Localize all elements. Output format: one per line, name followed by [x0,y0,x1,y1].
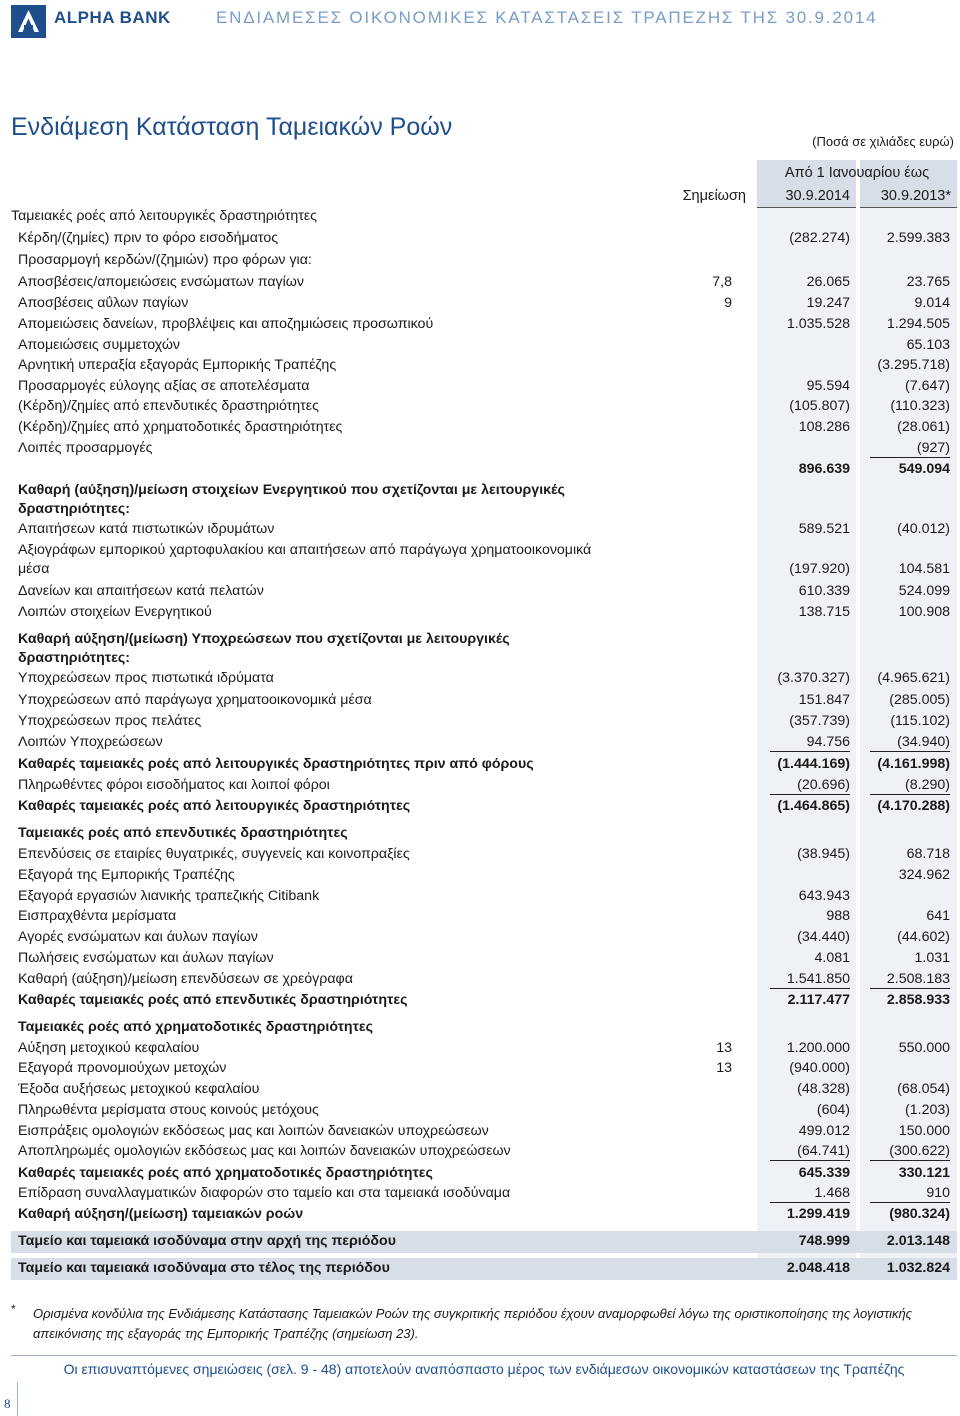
row-label: Αρνητική υπεραξία εξαγοράς Εμπορικής Τραπέζης [18,357,337,373]
row-value-2013: 641 [926,908,950,924]
document-header-title: ΕΝΔΙΑΜΕΣΕΣ ΟΙΚΟΝΟΜΙΚΕΣ ΚΑΤΑΣΤΑΣΕΙΣ ΤΡΑΠΕΖΗΣ ΤΗΣ 30.9.2014 [216,8,878,27]
row-label: Ταμείο και ταμειακά ισοδύναμα στην αρχή της περιόδου [18,1233,396,1249]
row-value-2013: 2.013.148 [886,1233,950,1249]
row-label: Καθαρές ταμειακές ροές από χρηματοδοτικές δραστηριότητες [18,1165,433,1181]
row-value-2013 [858,734,950,752]
row-value-2013: 2.858.933 [886,992,950,1008]
row-value-2014: 19.247 [806,295,850,311]
row-label: Εισπραχθέντα μερίσματα [18,908,177,924]
row-label: (Κέρδη)/ζημίες από χρηματοδοτικές δραστηριότητες [18,419,343,435]
period-heading: Από 1 Ιανουαρίου έως [784,165,930,181]
row-value-2013: (115.102) [890,713,950,729]
date-column-heading-2013: 30.9.2013* [880,188,951,204]
row-note: 9 [724,295,732,311]
row-label: Καθαρή (αύξηση)/μείωση επενδύσεων σε χρεόγραφα [18,971,353,987]
row-label: μέσα [18,561,50,577]
row-label: Επενδύσεις σε εταιρίες θυγατρικές, συγγενείς και κοινοπραξίες [18,846,410,862]
row-label: Απομειώσεις συμμετοχών [18,337,181,353]
row-value-2013-value: (34.940) [870,734,950,752]
row-label: Εξαγορά προνομιούχων μετοχών [18,1060,227,1076]
row-label: Πωλήσεις ενσώματων και άυλων παγίων [18,950,274,966]
row-value-2013: (4.170.288) [877,798,950,814]
row-label: Αποσβέσεις αΰλων παγίων [18,295,189,311]
row-value-2014: (1.464.865) [777,798,850,814]
row-value-2013-value: (927) [870,440,950,458]
row-value-2014-value: 94.756 [770,734,850,752]
row-label: Ταμειακές ροές από χρηματοδοτικές δραστηριότητες [18,1019,374,1035]
brand-name: ALPHA BANK [54,8,171,27]
row-value-2014: 645.339 [798,1165,850,1181]
row-value-2014: 589.521 [798,521,850,537]
row-value-2013-value: (300.622) [870,1143,950,1161]
row-label: (Κέρδη)/ζημίες από επενδυτικές δραστηριότητες [18,398,319,414]
row-value-2013-value: 2.508.183 [870,971,950,989]
row-note: 13 [716,1060,732,1076]
page-header [0,0,960,40]
row-value-2013: 550.000 [898,1040,950,1056]
row-value-2014: 26.065 [806,274,850,290]
row-value-2013: (40.012) [897,521,950,537]
row-value-2014: 4.081 [814,950,850,966]
row-value-2014: (34.440) [797,929,850,945]
row-value-2014-value: 1.468 [770,1185,850,1203]
row-label: δραστηριότητες: [18,501,130,517]
row-value-2013: 1.032.824 [886,1260,950,1276]
footnote-text: Ορισμένα κονδύλια της Ενδιάμεσης Κατάστασης Ταμειακών Ροών της συγκριτικής περιόδου έχουν αναμορφωθεί λόγω της οριστικοποίησης της λογιστικής απεικόνισης της εξαγοράς της Εμπορικής Τραπέζης (σημείωση 23). [33,1306,913,1341]
row-value-2014: (1.444.169) [777,756,850,772]
row-value-2013-value: (8.290) [870,777,950,795]
row-value-2013-value: 910 [870,1185,950,1203]
footnote-mark: * [11,1302,16,1316]
row-value-2014-value: (20.696) [770,777,850,795]
row-value-2013 [858,777,950,795]
row-label: Πληρωθέντες φόροι εισοδήματος και λοιποί φόροι [18,777,330,793]
row-value-2014: 896.639 [798,461,850,477]
row-value-2013 [858,971,950,989]
row-label: Καθαρή (αύξηση)/μείωση στοιχείων Ενεργητικού που σχετίζονται με λειτουργικές [18,482,565,498]
row-value-2013: (285.005) [889,692,950,708]
row-value-2014: (48.328) [797,1081,850,1097]
row-value-2014: (357.739) [789,713,850,729]
row-value-2014: (38.945) [797,846,850,862]
row-value-2013: (4.161.998) [877,756,950,772]
row-value-2014: 499.012 [798,1123,850,1139]
row-value-2014: (604) [816,1102,850,1118]
row-value-2014: 610.339 [798,583,850,599]
row-label: Εξαγορά εργασιών λιανικής τραπεζικής Citibank [18,888,320,904]
row-value-2014: 95.594 [806,378,850,394]
row-value-2014: 748.999 [798,1233,850,1249]
row-value-2013: 1.294.505 [886,316,950,332]
row-label: Υποχρεώσεων από παράγωγα χρηματοοικονομικά μέσα [18,692,372,708]
row-value-2013: (4.965.621) [877,670,950,686]
row-label: Αποπληρωμές ομολογιών εκδόσεως μας και λοιπών δανειακών υποχρεώσεων [18,1143,511,1159]
row-value-2014 [758,1143,850,1161]
column-heading-rule [860,207,957,208]
row-value-2014: 643.943 [798,888,850,904]
row-label: Πληρωθέντα μερίσματα στους κοινούς μετόχους [18,1102,319,1118]
row-value-2014 [758,734,850,752]
column-heading-rule [757,207,856,208]
row-label: Καθαρές ταμειακές ροές από λειτουργικές δραστηριότητες πριν από φόρους [18,756,534,772]
row-value-2013 [858,1185,950,1203]
row-value-2013 [858,1143,950,1161]
row-label: Ταμειακές ροές από επενδυτικές δραστηριότητες [18,825,348,841]
row-value-2013: (7.647) [905,378,950,394]
row-label: Λοιπών Υποχρεώσεων [18,734,163,750]
units-note: (Ποσά σε χιλιάδες ευρώ) [812,134,954,149]
row-label: Εισπράξεις ομολογιών εκδόσεως μας και λοιπών δανειακών υποχρεώσεων [18,1123,489,1139]
row-label: Λοιπές προσαρμογές [18,440,153,456]
row-value-2013: 330.121 [898,1165,950,1181]
row-value-2014: (197.920) [789,561,850,577]
row-value-2013: (980.324) [889,1206,950,1222]
row-label: Εξαγορά της Εμπορικής Τραπέζης [18,867,235,883]
row-label: Καθαρές ταμειακές ροές από επενδυτικές δραστηριότητες [18,992,408,1008]
row-value-2013 [858,440,950,458]
row-label: δραστηριότητες: [18,650,130,666]
row-label: Απομειώσεις δανείων, προβλέψεις και αποζημιώσεις προσωπικού [18,316,434,332]
row-value-2014: 138.715 [798,604,850,620]
row-value-2014 [758,1185,850,1203]
row-label: Προσαρμογές εύλογης αξίας σε αποτελέσματα [18,378,310,394]
row-note: 13 [716,1040,732,1056]
row-label: Αξιογράφων εμπορικού χαρτοφυλακίου και απαιτήσεων από παράγωγα χρηματοοικονομικά [18,542,592,558]
row-label: Καθαρή αύξηση/(μείωση) ταμειακών ροών [18,1206,304,1222]
notes-reference-text: Οι επισυναπτόμενες σημειώσεις (σελ. 9 - 48) αποτελούν αναπόσπαστο μέρος των ενδιάμεσων οικονομικών καταστάσεων της Τραπέζης [63,1361,905,1377]
page-number: 8 [4,1396,11,1411]
row-value-2014: (282.274) [789,230,850,246]
row-note: 7,8 [712,274,732,290]
row-value-2013: 100.908 [898,604,950,620]
row-label: Ταμείο και ταμειακά ισοδύναμα στο τέλος της περιόδου [18,1260,390,1276]
row-value-2014: (3.370.327) [777,670,850,686]
alpha-bank-logo-icon [11,5,46,38]
row-value-2014: 2.048.418 [786,1260,850,1276]
row-value-2014: 1.299.419 [786,1206,850,1222]
row-value-2013: 9.014 [914,295,950,311]
date-column-heading-2014: 30.9.2014 [785,188,850,204]
row-value-2014 [758,777,850,795]
row-value-2013: (44.602) [897,929,950,945]
row-value-2014-value: 1.541.850 [770,971,850,989]
row-value-2013: (68.054) [897,1081,950,1097]
row-value-2013: 104.581 [898,561,950,577]
row-value-2013: 23.765 [906,274,950,290]
row-value-2014: 988 [826,908,850,924]
row-label: Επίδραση συναλλαγματικών διαφορών στο ταμείο και στα ταμειακά ισοδύναμα [18,1185,511,1201]
page-title: Ενδιάμεση Κατάσταση Ταμειακών Ροών [11,113,453,141]
row-value-2013: 2.599.383 [886,230,950,246]
row-value-2014: 2.117.477 [787,992,850,1008]
row-value-2013: (1.203) [905,1102,950,1118]
row-label: Ταμειακές ροές από λειτουργικές δραστηριότητες [11,208,317,224]
row-value-2013: 524.099 [898,583,950,599]
row-value-2014: (105.807) [789,398,850,414]
row-value-2013: 1.031 [914,950,950,966]
row-value-2013: (3.295.718) [877,357,950,373]
row-label: Αύξηση μετοχικού κεφαλαίου [18,1040,200,1056]
row-label: Υποχρεώσεων προς πιστωτικά ιδρύματα [18,670,274,686]
row-label: Απαιτήσεων κατά πιστωτικών ιδρυμάτων [18,521,275,537]
row-value-2013: 150.000 [898,1123,950,1139]
row-label: Προσαρμογή κερδών/(ζημιών) προ φόρων για: [18,252,312,268]
bottom-rule [11,1355,957,1356]
row-value-2014 [758,971,850,989]
page-side-rule [17,1382,18,1416]
row-label: Κέρδη/(ζημίες) πριν το φόρο εισοδήματος [18,230,279,246]
row-label: Δανείων και απαιτήσεων κατά πελατών [18,583,264,599]
row-value-2014: (940.000) [789,1060,850,1076]
row-label: Αποσβέσεις/απομειώσεις ενσώματων παγίων [18,274,304,290]
row-value-2013: (28.061) [897,419,950,435]
row-value-2013: 65.103 [906,337,950,353]
row-value-2014: 151.847 [798,692,850,708]
row-label: Καθαρή αύξηση/(μείωση) Υποχρεώσεων που σχετίζονται με λειτουργικές [18,631,510,647]
row-value-2013: (110.323) [890,398,950,414]
row-label: Αγορές ενσώματων και άυλων παγίων [18,929,258,945]
row-value-2014-value: (64.741) [770,1143,850,1161]
row-value-2013: 324.962 [898,867,950,883]
row-value-2014: 1.200.000 [786,1040,850,1056]
row-value-2014: 1.035.528 [786,316,850,332]
note-column-heading: Σημείωση [682,188,746,204]
row-label: Έξοδα αυξήσεως μετοχικού κεφαλαίου [18,1081,260,1097]
row-value-2013: 549.094 [898,461,950,477]
row-value-2014: 108.286 [798,419,850,435]
row-value-2013: 68.718 [906,846,950,862]
row-label: Υποχρεώσεων προς πελάτες [18,713,202,729]
row-label: Καθαρές ταμειακές ροές από λειτουργικές δραστηριότητες [18,798,411,814]
row-label: Λοιπών στοιχείων Ενεργητικού [18,604,212,620]
